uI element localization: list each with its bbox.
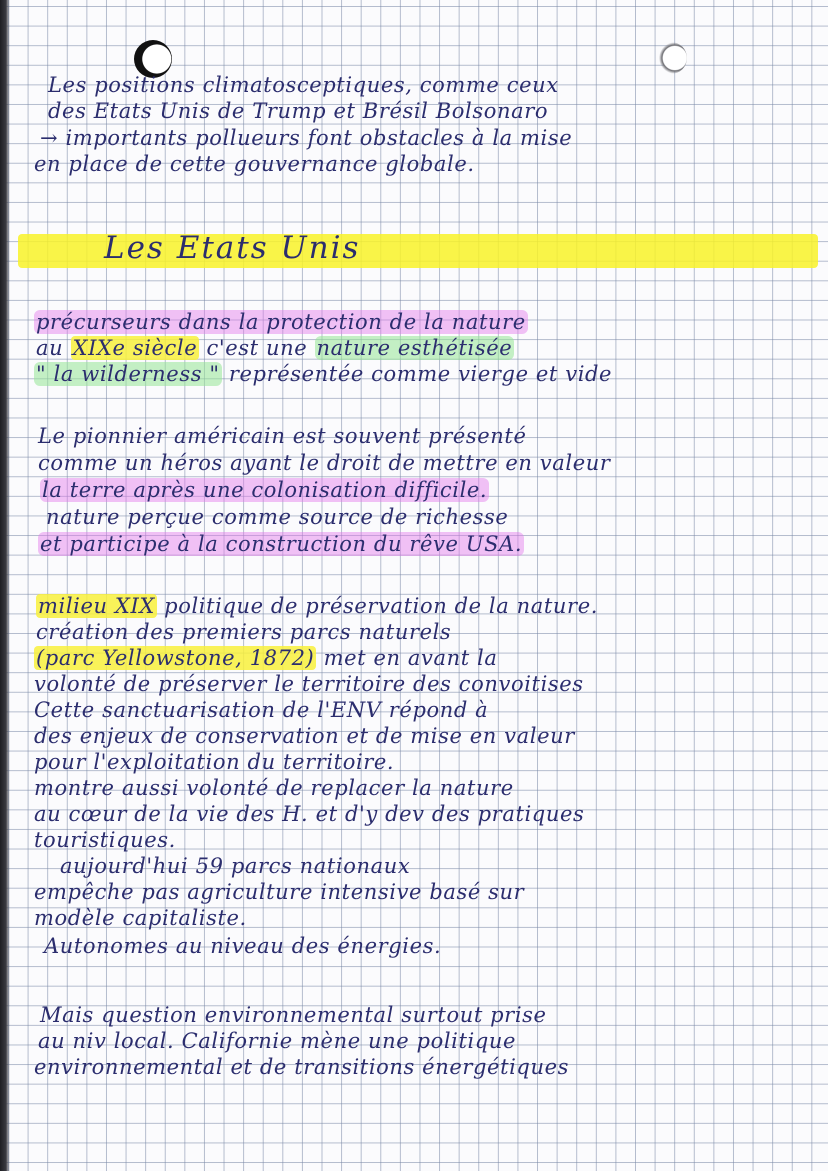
block4-line-2: au niv local. Californie mène une politique bbox=[38, 1029, 517, 1053]
century-highlight: XIXe siècle bbox=[72, 336, 198, 360]
block3-line-7: pour l'exploitation du territoire. bbox=[34, 750, 395, 774]
block1-prefix: au bbox=[36, 336, 71, 360]
block2-line-2: comme un héros ayant le droit de mettre en valeur bbox=[38, 451, 611, 475]
yellowstone-highlight: (parc Yellowstone, 1872) bbox=[36, 646, 315, 670]
page-edge-shadow bbox=[0, 0, 10, 1171]
block3-line-9: au cœur de la vie des H. et d'y dev des pratiques bbox=[34, 802, 585, 826]
block3-line-4: volonté de préserver le territoire des convoitises bbox=[34, 672, 584, 696]
block3-line-1-rest: politique de préservation de la nature. bbox=[156, 594, 598, 618]
block1-line-3 bbox=[34, 361, 612, 387]
block3-line-6: des enjeux de conservation et de mise en valeur bbox=[34, 724, 575, 748]
intro-line-2: des Etats Unis de Trump et Brésil Bolsonaro bbox=[48, 99, 549, 123]
intro-line-3: → importants pollueurs font obstacles à la mise bbox=[40, 126, 573, 150]
block1-line-1-text: précurseurs dans la protection de la nature bbox=[36, 310, 526, 334]
aesthetic-nature-highlight: nature esthétisée bbox=[316, 336, 513, 360]
block3-line-3-rest: met en avant la bbox=[316, 646, 498, 670]
block3-line-5: Cette sanctuarisation de l'ENV répond à bbox=[34, 698, 489, 722]
block3-line-10: touristiques. bbox=[34, 828, 176, 852]
block1-middle: c'est une bbox=[199, 336, 315, 360]
block1-line-2 bbox=[36, 335, 514, 361]
block4-line-3: environnemental et de transitions énergétiques bbox=[34, 1055, 570, 1079]
block3-line-2: création des premiers parcs naturels bbox=[36, 620, 452, 644]
block2-line-5-text: et participe à la construction du rêve USA. bbox=[40, 532, 523, 556]
block3-line-3 bbox=[34, 645, 498, 671]
binder-hole-right bbox=[655, 42, 687, 74]
block2-line-3-text: la terre après une colonisation difficile. bbox=[42, 478, 488, 502]
block1-line-1 bbox=[34, 309, 528, 335]
section-title: Les Etats Unis bbox=[104, 230, 361, 266]
block3-line-1 bbox=[36, 593, 598, 619]
block2-line-3 bbox=[40, 477, 489, 503]
block3-line-8: montre aussi volonté de replacer la nature bbox=[34, 776, 514, 800]
block2-line-5 bbox=[38, 531, 524, 557]
intro-line-4: en place de cette gouvernance globale. bbox=[34, 152, 475, 176]
block1-line-3-rest: représentée comme vierge et vide bbox=[221, 362, 613, 386]
intro-line-1: Les positions climatosceptiques, comme ceux bbox=[48, 73, 559, 97]
block3-line-13: modèle capitaliste. bbox=[34, 906, 247, 930]
block2-line-4: nature perçue comme source de richesse bbox=[46, 505, 509, 529]
mid-19th-highlight: milieu XIX bbox=[38, 594, 155, 618]
block4-line-1: Mais question environnemental surtout prise bbox=[40, 1003, 547, 1027]
block3-line-14: Autonomes au niveau des énergies. bbox=[44, 934, 442, 958]
block3-line-11: aujourd'hui 59 parcs nationaux bbox=[60, 854, 411, 878]
wilderness-highlight: " la wilderness " bbox=[36, 362, 220, 386]
block3-line-12: empêche pas agriculture intensive basé sur bbox=[34, 880, 525, 904]
block2-line-1: Le pionnier américain est souvent présenté bbox=[38, 424, 527, 448]
